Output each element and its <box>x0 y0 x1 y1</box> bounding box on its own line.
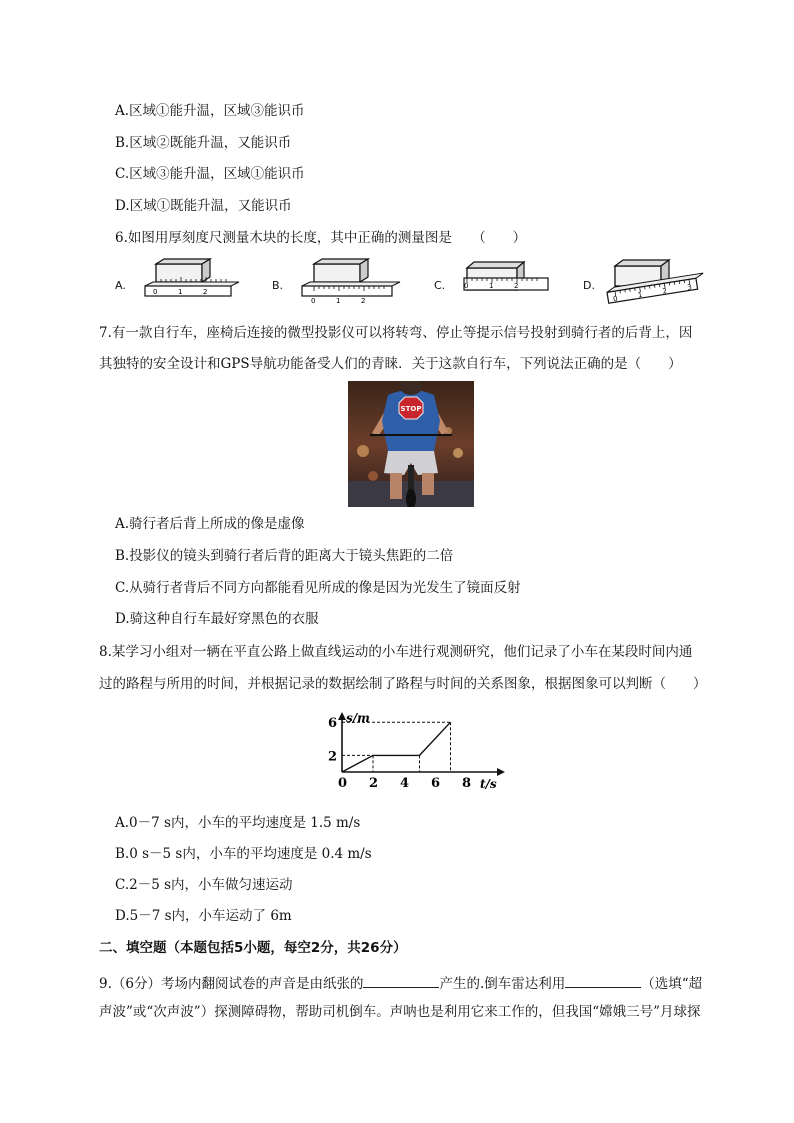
ruler-d-tick-2: 2 <box>661 286 668 296</box>
ruler-a-tick-2: 2 <box>203 288 208 296</box>
ruler-a-tick-0: 0 <box>153 288 158 296</box>
x-tick-label: 8 <box>462 776 472 791</box>
stop-sign-text: STOP <box>400 405 422 413</box>
ruler-b-tick-1: 1 <box>336 297 341 305</box>
ruler-c-tick-1: 1 <box>489 282 494 290</box>
section-title: 二、填空题（本题包括5小题，每空2分，共26分） <box>99 940 407 956</box>
ruler-d-tick-0: 0 <box>612 294 619 304</box>
q7-stem-line1: 7.有一款自行车，座椅后连接的微型投影仪可以将转弯、停止等提示信号投射到骑行者的后背上，因 <box>99 325 693 341</box>
q6-label-c: C. <box>434 279 446 292</box>
y-axis-arrow <box>338 712 346 720</box>
q9-line2: 声波”或“次声波”）探测障碍物，帮助司机倒车。声呐也是利用它来工作的，但我国“嫦娥三号”月球探 <box>99 1004 701 1020</box>
ruler-c-tick-2: 2 <box>514 282 519 290</box>
q9-line1 <box>99 973 702 992</box>
y-tick-label: 2 <box>328 749 338 765</box>
q7-option-a: A.骑行者后背上所成的像是虚像 <box>115 516 305 532</box>
q6-figure-d <box>605 258 710 308</box>
q5-option-c: C.区域③能升温，区域①能识币 <box>115 166 305 182</box>
q6-stem: 6.如图用厚刻度尺测量木块的长度，其中正确的测量图是 （ ） <box>115 230 527 246</box>
q8-stem-line2: 过的路程与所用的时间，并根据记录的数据绘制了路程与时间的关系图象，根据图象可以判断（ ） <box>99 676 707 692</box>
x-axis-label: t/s <box>480 777 497 791</box>
distance-time-graph <box>322 712 512 796</box>
y-tick-label: 6 <box>328 716 338 732</box>
q7-option-c: C.从骑行者背后不同方向都能看见所成的像是因为光发生了镜面反射 <box>115 580 521 596</box>
x-axis-arrow <box>497 768 505 776</box>
q7-option-d: D.骑这种自行车最好穿黑色的衣服 <box>115 611 319 627</box>
q6-figure-a <box>143 258 243 308</box>
y-axis-label: s/m <box>346 712 370 725</box>
ruler-b-tick-2: 2 <box>361 297 366 305</box>
x-tick-label: 2 <box>369 776 379 791</box>
q5-option-a: A.区域①能升温，区域③能识币 <box>115 103 305 119</box>
q6-label-a: A. <box>115 279 126 292</box>
q8-option-c: C.2－5 s内，小车做匀速运动 <box>115 877 293 893</box>
series-line <box>342 722 451 772</box>
q7-option-b: B.投影仪的镜头到骑行者后背的距离大于镜头焦距的二倍 <box>115 548 454 564</box>
ruler-b-tick-0: 0 <box>311 297 316 305</box>
q6-figure-c <box>460 258 555 308</box>
ruler-d-tick-1: 1 <box>637 290 643 300</box>
q8-stem-line1: 8.某学习小组对一辆在平直公路上做直线运动的小车进行观测研究，他们记录了小车在某段时间内通 <box>99 644 693 660</box>
ruler-c-tick-0: 0 <box>464 282 469 290</box>
x-tick-label: 4 <box>400 776 410 791</box>
q5-option-b: B.区域②既能升温，又能识币 <box>115 135 292 151</box>
q6-label-b: B. <box>272 279 284 292</box>
q9-text-a: 9.（6分）考场内翻阅试卷的声音是由纸张的 <box>99 976 364 992</box>
q6-label-d: D. <box>583 279 595 292</box>
q8-option-b: B.0 s－5 s内，小车的平均速度是 0.4 m/s <box>115 846 372 862</box>
q6-figure-b <box>300 258 405 308</box>
x-tick-label: 6 <box>431 776 441 791</box>
q7-stem-line2: 其独特的安全设计和GPS导航功能备受人们的青睐．关于这款自行车，下列说法正确的是（ ） <box>99 356 682 372</box>
q5-option-d: D.区域①既能升温，又能识币 <box>115 198 292 214</box>
q9-blank-2[interactable] <box>565 973 641 988</box>
ruler-a-tick-1: 1 <box>178 288 183 296</box>
q8-option-d: D.5－7 s内，小车运动了 6m <box>115 908 292 924</box>
q9-blank-1[interactable] <box>363 973 439 988</box>
q8-option-a: A.0－7 s内，小车的平均速度是 1.5 m/s <box>115 815 361 831</box>
x-tick-label: 0 <box>338 776 348 791</box>
q9-text-c: （选填“超 <box>641 976 703 992</box>
ruler-d-tick-3: 3 <box>686 283 693 292</box>
cyclist-photo <box>348 381 474 507</box>
q9-text-b: 产生的.倒车雷达利用 <box>439 976 566 992</box>
